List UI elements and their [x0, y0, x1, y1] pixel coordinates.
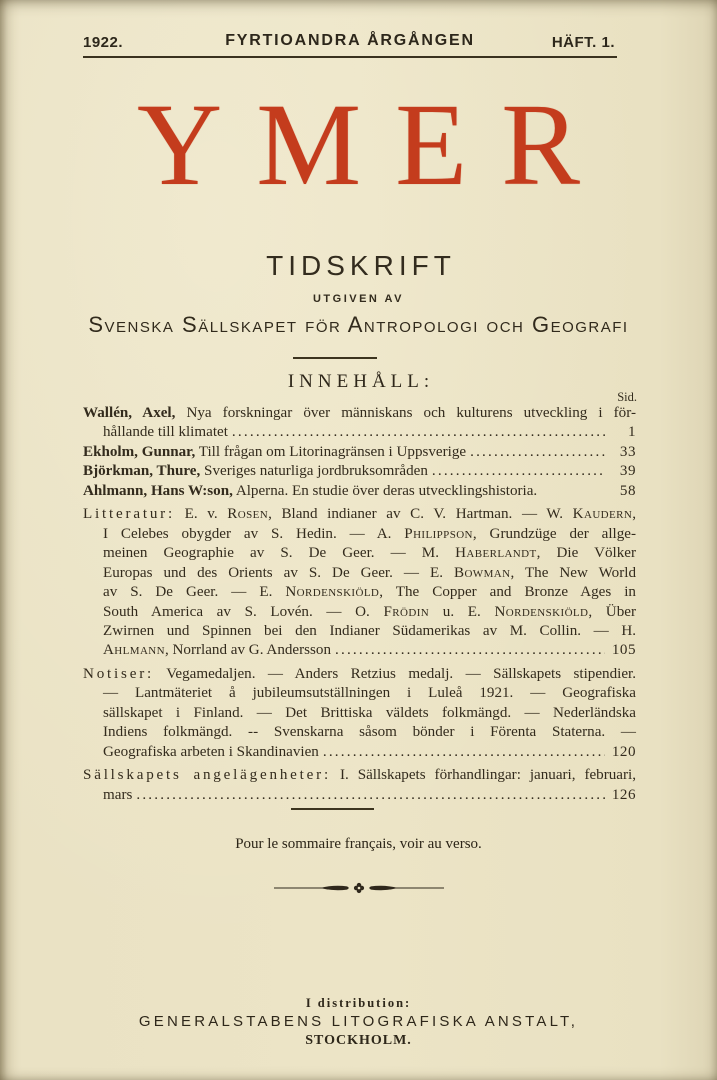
toc-line-text [103, 583, 636, 602]
header-rule [83, 56, 617, 58]
toc-line-text [103, 603, 636, 622]
toc-line-text [83, 505, 636, 524]
contents-heading: INNEHÅLL: [287, 371, 435, 392]
toc-text-segment: South America av S. Lovén. — O. [103, 603, 384, 620]
page-number: 105 [611, 642, 636, 659]
divider-ornament-icon [274, 880, 444, 901]
toc-line-text [103, 641, 331, 660]
toc [83, 404, 636, 805]
toc-line-text [83, 443, 466, 462]
french-summary-note: Pour le sommaire français, voir au verso. [235, 836, 482, 852]
toc-text-segment: Nordenskiöld [494, 603, 589, 620]
toc-text-segment: Ahlmann, Hans W:son, [83, 482, 233, 499]
toc-text-segment: Geografiska arbeten i Skandinavien [103, 743, 319, 760]
toc-text-segment: Indiens folkmängd. -- Svenskarna såsom bönder i Förenta Staterna. — [103, 724, 636, 741]
page-column-label: Sid. [617, 390, 637, 404]
toc-line-text [103, 723, 636, 742]
masthead [83, 31, 617, 55]
dot-leader [323, 743, 605, 762]
toc-line-text [83, 404, 636, 423]
toc-entry [83, 482, 636, 501]
toc-line-text [103, 423, 228, 442]
toc-text-segment: Bowman [453, 564, 511, 581]
toc-text-segment: I. Sällskapets förhandlingar: januari, februari, [331, 767, 636, 784]
toc-line [83, 704, 636, 723]
distribution-label: I distribution: [305, 996, 412, 1010]
page-number: 58 [619, 482, 636, 499]
dot-leader [432, 462, 605, 481]
toc-text-segment: , The New World [510, 564, 636, 581]
toc-entry [83, 665, 636, 762]
toc-line-text [83, 665, 636, 684]
toc-line-text [103, 743, 319, 762]
toc-line [83, 622, 636, 641]
toc-line [83, 786, 636, 805]
toc-text-segment: Litteratur: [83, 506, 175, 523]
toc-entry [83, 462, 636, 481]
toc-text-segment: , Norrland av G. Andersson [164, 642, 331, 659]
toc-line-text [83, 482, 537, 501]
toc-line [83, 723, 636, 742]
toc-text-segment: — Lantmäteriet å jubileumsutställningen i Luleå 1921. — Geografiska [103, 685, 636, 702]
toc-line-text [103, 622, 636, 641]
printer-name: GENERALSTABENS LITOGRAFISKA ANSTALT, [138, 1013, 579, 1030]
toc-text-segment: Haberlandt [455, 545, 537, 562]
toc-text-segment: , [632, 506, 636, 523]
toc-text-segment: meinen Geographie av S. De Geer. — M. [103, 545, 456, 562]
toc-line-text [103, 704, 636, 723]
toc-line [83, 462, 636, 481]
toc-line [83, 766, 636, 785]
toc-text-segment: sällskapet i Finland. — Det Brittiska väldets folkmängd. — Nederländska [103, 704, 636, 721]
toc-text-segment: , Die Völker [536, 545, 636, 562]
toc-line-text [83, 462, 428, 481]
toc-line-text [83, 766, 636, 785]
toc-line [83, 544, 636, 563]
toc-line-text [103, 786, 132, 805]
toc-text-segment: Till frågan om Litorinagränsen i Uppsverige [195, 443, 467, 460]
toc-line [83, 505, 636, 524]
toc-text-segment: Zwirnen und Spinnen bei den Indianer Südamerikas av M. Collin. — H. [103, 622, 636, 639]
toc-text-segment: , Über [588, 603, 636, 620]
masthead-year: 1922. [83, 34, 124, 51]
toc-text-segment: Nordenskiöld [285, 584, 380, 601]
toc-line [83, 603, 636, 622]
toc-line [83, 423, 636, 442]
toc-text-segment: av S. De Geer. — E. [103, 584, 286, 601]
printer-city: STOCKHOLM. [305, 1033, 412, 1048]
toc-line [83, 583, 636, 602]
contents-rule-bottom [291, 808, 374, 810]
masthead-volume: FYRTIOANDRA ÅRGÅNGEN [225, 32, 475, 49]
toc-entry [83, 443, 636, 462]
toc-entry [83, 505, 636, 661]
dot-leader [335, 641, 605, 660]
toc-text-segment: Europas und des Orients av S. De Geer. — E. [103, 564, 454, 581]
toc-line [83, 443, 636, 462]
toc-entry [83, 766, 636, 805]
page-number: 120 [611, 743, 636, 760]
toc-text-segment: Rosen [227, 506, 269, 523]
page-number: 126 [611, 786, 636, 803]
toc-line-text [103, 525, 636, 544]
toc-text-segment: E. v. [175, 506, 228, 523]
toc-text-segment: Sveriges naturliga jordbruksområden [200, 463, 428, 480]
toc-text-segment: Alperna. En studie över deras utvecklingshistoria. [232, 482, 538, 499]
dot-leader [470, 443, 605, 462]
masthead-issue: HÄFT. 1. [551, 34, 615, 51]
toc-text-segment: Sällskapets angelägenheter: [83, 767, 331, 784]
toc-text-segment: Notiser: [83, 665, 155, 682]
toc-entry [83, 404, 636, 443]
toc-line [83, 684, 636, 703]
toc-text-segment: mars [103, 786, 133, 803]
toc-text-segment: Björkman, Thure, [83, 463, 201, 480]
toc-line [83, 743, 636, 762]
toc-text-segment: Nya forskningar över människans och kulturens utveckling i för- [175, 405, 636, 421]
toc-text-segment: Frödin [383, 603, 430, 620]
contents-rule-top [293, 357, 377, 359]
toc-line-text [103, 564, 636, 583]
dot-leader [232, 423, 605, 442]
toc-text-segment: u. E. [429, 603, 495, 620]
toc-line [83, 482, 636, 501]
toc-text-segment: Ekholm, Gunnar, [83, 443, 196, 460]
toc-text-segment: hållande till klimatet [103, 424, 228, 441]
dot-leader [136, 786, 605, 805]
toc-text-segment: Wallén, Axel, [83, 405, 176, 421]
page-number: 33 [619, 443, 636, 460]
toc-text-segment: Vegamedaljen. — Anders Retzius medalj. — Sällskapets stipendier. [154, 665, 636, 682]
society-name: Svenska Sällskapet för Antropologi och Geografi [88, 312, 629, 337]
page-number: 39 [619, 463, 636, 480]
toc-text-segment: , Bland indianer av C. V. Hartman. — W. [268, 506, 573, 523]
toc-line [83, 404, 636, 423]
toc-text-segment: Kaudern [572, 506, 633, 523]
toc-text-segment: Ahlmann [103, 642, 165, 659]
toc-line [83, 641, 636, 660]
toc-text-segment: , The Copper and Bronze Ages in [379, 584, 636, 601]
toc-line [83, 525, 636, 544]
toc-text-segment: , Grundzüge der allge- [472, 525, 636, 542]
page-number: 1 [627, 424, 636, 441]
toc-text-segment: I Celebes obygder av S. Hedin. — A. [103, 525, 405, 542]
journal-subtitle: TIDSKRIFT [266, 250, 456, 281]
toc-line [83, 665, 636, 684]
toc-line [83, 564, 636, 583]
published-by-label: UTGIVEN AV [312, 293, 404, 305]
toc-text-segment: Philippson [404, 525, 473, 542]
journal-title: YMER [137, 79, 614, 210]
toc-line-text [103, 684, 636, 703]
toc-line-text [103, 544, 636, 563]
